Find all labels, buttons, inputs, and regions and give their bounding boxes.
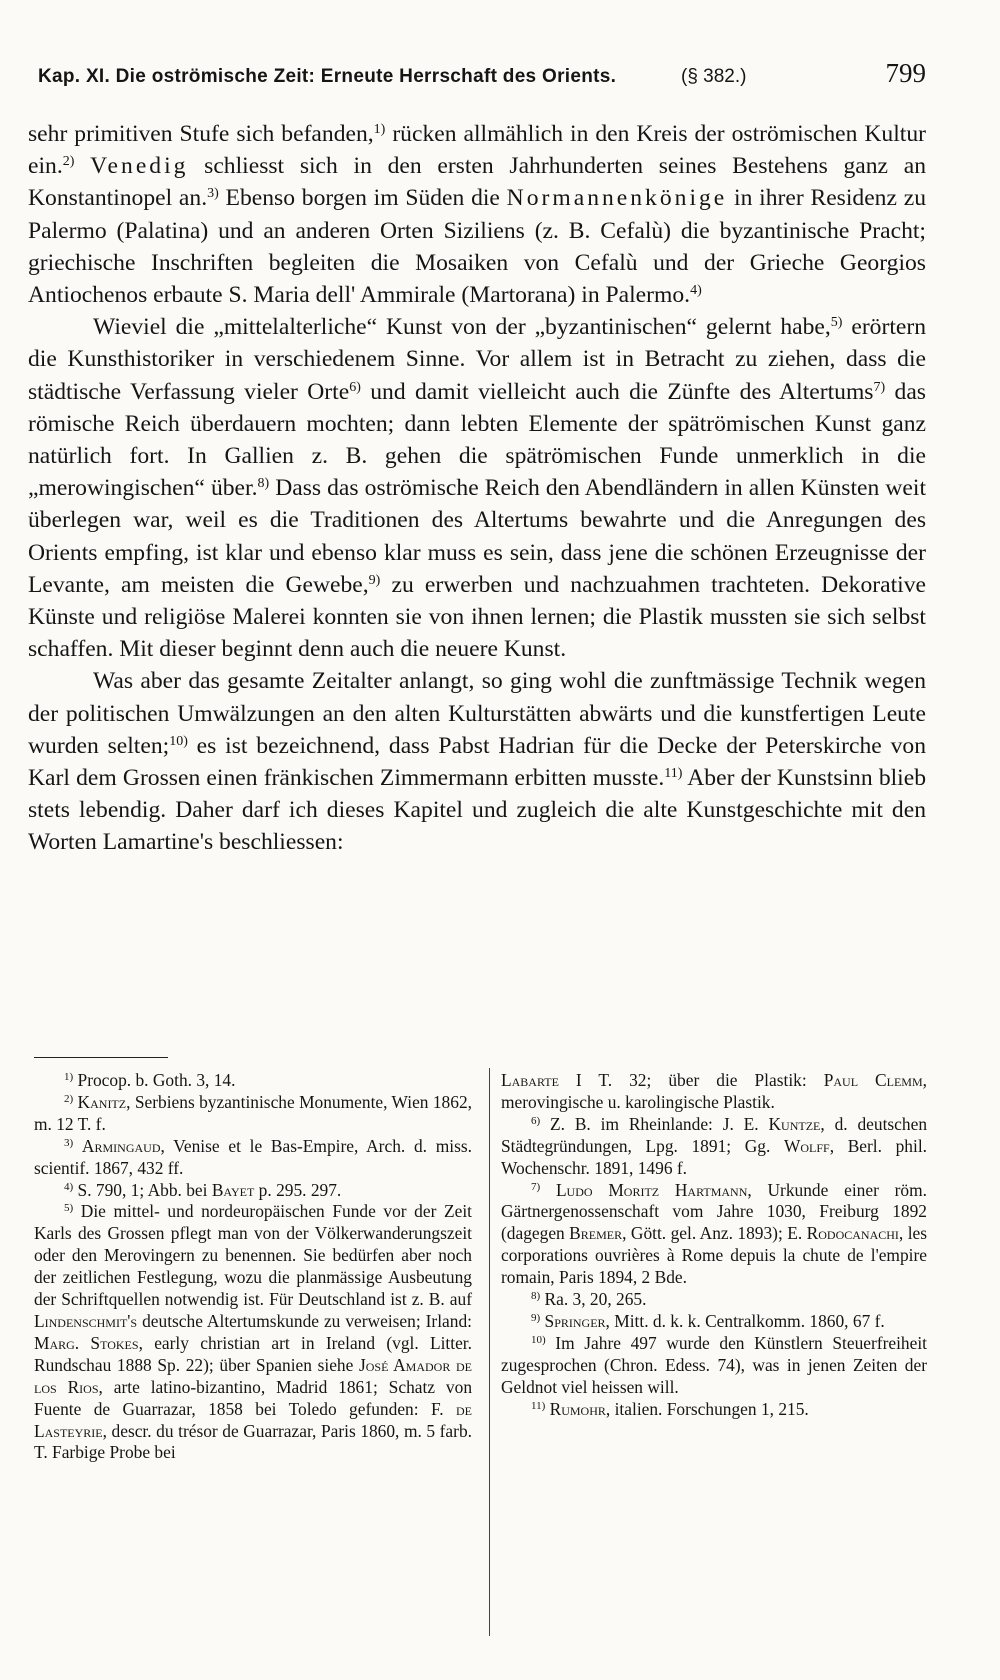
footnote-5 bbox=[34, 1201, 472, 1464]
footnote-mark: 10) bbox=[531, 1333, 546, 1346]
footnote-mark: 8) bbox=[531, 1290, 541, 1303]
footnote-text: , les corporations ouvrières à Rome depuis la chute de l'empire romain, Paris 1894, 2 Bde. bbox=[501, 1223, 928, 1288]
text-run: Ebenso borgen im Süden die bbox=[218, 185, 507, 212]
footnote-text: Die mittel- und nordeuropäischen Funde vor der Zeit Karls des Grossen pflegt man von der Völkerwanderungszeit oder den Merovingern zu benennen. Sie bedürfen aber noch der zeitlichen Festlegung, wozu die planmässige Ausbeutung der Schriftquellen notwendig ist. Für Deutschland ist z. B. auf bbox=[34, 1201, 472, 1310]
text-run: Was aber das gesamte Zeitalter anlangt, so ging wohl die zunftmässige Technik wegen der politischen Umwälzungen an den alten Kulturstätten abwärts und die kunstfertigen Leute wurden selten; bbox=[28, 668, 926, 759]
text-run bbox=[74, 153, 90, 179]
footnote-ref-8[interactable]: 8) bbox=[257, 476, 270, 492]
footnote-mark: 1) bbox=[64, 1071, 74, 1083]
footnote-text: , early christian art in Ireland (vgl. Litter. Rundschau 1888 Sp. 22); über Spanien siehe bbox=[34, 1332, 472, 1375]
footnote-text: , italien. Forschungen 1, 215. bbox=[605, 1398, 809, 1419]
text-run: das römische Reich überdauern mochten; dann lebten Elemente der spätrömischen Kunst ganz natürlich fort. In Gallien z. B. gehen die spätrömischen Funde unmerklich in die „merowingischen“ über. bbox=[28, 378, 926, 502]
footnotes-left-column bbox=[34, 1070, 472, 1464]
section-number: (§ 382.) bbox=[681, 66, 747, 87]
running-head-title: Kap. XI. Die oströmische Zeit: Erneute Herrschaft des Orients. bbox=[38, 66, 617, 87]
author-name: Kanitz bbox=[77, 1091, 127, 1112]
footnote-text: , Serbiens byzantinische Monumente, Wien 1862, m. 12 T. f. bbox=[34, 1091, 472, 1134]
author-name: Rodocanachi bbox=[806, 1223, 899, 1244]
footnote-mark: 11) bbox=[531, 1399, 546, 1412]
footnote-text: p. 295. 297. bbox=[254, 1179, 342, 1200]
footnote-text: , Gött. gel. Anz. 1893); E. bbox=[622, 1223, 807, 1244]
page-number: 799 bbox=[885, 58, 926, 88]
footnote-separator bbox=[34, 1057, 168, 1058]
footnote-text: , Berl. phil. Wochenschr. 1891, 1496 f. bbox=[501, 1135, 927, 1178]
text-run: zu erwerben und nachzuahmen trachteten. Dekorative Künste und religiöse Malerei konnten sie von ihnen lernen; die Plastik mussten sie sich selbst schaffen. Mit dieser beginnt denn auch die neuere Kunst. bbox=[28, 571, 926, 663]
footnote-ref-4[interactable]: 4) bbox=[690, 283, 702, 299]
footnote-ref-5[interactable]: 5) bbox=[830, 315, 843, 331]
text-run: Wieviel die „mittelalterliche“ Kunst von der „byzantinischen“ gelernt habe, bbox=[93, 314, 831, 341]
paragraph-3 bbox=[28, 665, 926, 858]
author-name: Ludo Moritz Hartmann bbox=[555, 1179, 748, 1200]
footnote-10 bbox=[501, 1333, 927, 1399]
text-run: Aber der Kunstsinn blieb stets lebendig. Daher darf ich dieses Kapitel und zugleich die alte Kunstgeschichte mit den Worten Lamartine's beschliessen: bbox=[28, 765, 926, 856]
text-run: und damit vielleicht auch die Zünfte des Altertums bbox=[360, 378, 874, 405]
text-run: Dass das oströmische Reich den Abendländern in allen Künsten weit überlegen war, weil es die Traditionen des Altertums bewahrte und die Anregungen des Orients empfing, ist klar und ebenso klar muss es sein, dass jene die schönen Erzeugnisse der Levante, am meisten die Gewebe, bbox=[28, 475, 926, 598]
footnote-mark: 3) bbox=[64, 1136, 74, 1149]
author-name: Springer bbox=[544, 1310, 606, 1331]
footnote-ref-1[interactable]: 1) bbox=[373, 122, 386, 137]
paragraph-2 bbox=[28, 311, 926, 665]
footnote-5-continued bbox=[501, 1070, 927, 1114]
footnote-text: Procop. b. Goth. 3, 14. bbox=[73, 1070, 236, 1090]
main-text bbox=[28, 118, 926, 859]
footnote-text: , merovingische u. karolingische Plastik. bbox=[501, 1070, 928, 1112]
footnote-text: , Urkunde einer röm. Gärtnergenossenschaft vom Jahre 1030, Freiburg 1892 (dagegen bbox=[501, 1179, 927, 1244]
emphasis-normannenkoenige: Normannenkönige bbox=[506, 185, 728, 212]
footnote-text: S. 790, 1; Abb. bei bbox=[73, 1179, 212, 1200]
footnote-ref-10[interactable]: 10) bbox=[169, 733, 188, 749]
author-name: de Lasteyrie bbox=[34, 1398, 472, 1441]
footnote-ref-9[interactable]: 9) bbox=[368, 572, 381, 588]
footnote-6 bbox=[501, 1114, 927, 1180]
footnote-ref-2[interactable]: 2) bbox=[62, 154, 75, 170]
footnote-text: Ra. 3, 20, 265. bbox=[540, 1289, 647, 1310]
author-name: Wolff bbox=[783, 1135, 830, 1156]
author-name: Kuntze bbox=[768, 1113, 821, 1134]
footnote-ref-6[interactable]: 6) bbox=[349, 379, 361, 395]
author-name: Rumohr bbox=[549, 1398, 606, 1419]
text-run: sehr primitiven Stufe sich befanden, bbox=[28, 121, 374, 147]
footnotes-right-column bbox=[501, 1070, 927, 1421]
footnote-text: , descr. du trésor de Guarrazar, Paris 1860, m. 5 farb. T. Farbige Probe bei bbox=[34, 1420, 472, 1463]
footnote-ref-11[interactable]: 11) bbox=[664, 766, 683, 782]
running-head bbox=[38, 56, 926, 92]
footnote-2 bbox=[34, 1092, 472, 1136]
footnote-text: Z. B. im Rheinlande: J. E. bbox=[540, 1113, 769, 1134]
paragraph-1 bbox=[28, 118, 926, 311]
footnote-3 bbox=[34, 1136, 472, 1180]
footnote-ref-7[interactable]: 7) bbox=[873, 379, 886, 395]
footnote-text: , d. deutschen Städtegründungen, Lpg. 1891; Gg. bbox=[501, 1113, 928, 1156]
footnote-text: Im Jahre 497 wurde den Künstlern Steuerfreiheit zugesprochen (Chron. Edess. 74), was in jenen Zeiten der Geldnot viel heissen will. bbox=[501, 1332, 927, 1397]
footnote-text: deutsche Altertumskunde zu verweisen; Irland: bbox=[137, 1310, 472, 1331]
footnote-11 bbox=[501, 1399, 927, 1421]
footnote-column-divider bbox=[489, 1068, 490, 1636]
footnote-text: , Mitt. d. k. k. Centralkomm. 1860, 67 f. bbox=[605, 1310, 885, 1331]
author-name: Lindenschmit's bbox=[34, 1310, 138, 1331]
text-run: schliesst sich in den ersten Jahrhunderten seines Bestehens ganz an Konstantinopel an. bbox=[28, 153, 926, 212]
footnote-7 bbox=[501, 1180, 927, 1290]
footnote-text: , arte latino-bizantino, Madrid 1861; Schatz von Fuente de Guarrazar, 1858 bei Toledo gefunden: F. bbox=[34, 1376, 473, 1419]
author-name: José Amador de los Rios bbox=[34, 1354, 473, 1397]
text-run: es ist bezeichnend, dass Pabst Hadrian für die Decke der Peterskirche von Karl dem Grossen einen fränkischen Zimmermann erbitten musste. bbox=[28, 732, 926, 792]
footnote-4 bbox=[34, 1180, 472, 1202]
footnote-mark: 9) bbox=[531, 1311, 541, 1324]
footnote-text bbox=[540, 1180, 556, 1200]
footnote-text: I T. 32; über die Plastik: bbox=[558, 1070, 824, 1090]
footnote-mark: 7) bbox=[531, 1180, 541, 1193]
emphasis-venedig: Venedig bbox=[90, 153, 189, 180]
footnote-1 bbox=[34, 1070, 472, 1092]
author-name: Marg. Stokes bbox=[34, 1332, 139, 1353]
footnote-9 bbox=[501, 1311, 927, 1333]
text-run: rücken allmählich in den Kreis der oströmischen Kultur ein. bbox=[28, 121, 926, 180]
footnote-text: , Venise et le Bas-Empire, Arch. d. miss. scientif. 1867, 432 ff. bbox=[34, 1135, 472, 1178]
footnote-mark: 2) bbox=[64, 1092, 74, 1105]
footnote-ref-3[interactable]: 3) bbox=[207, 186, 219, 202]
author-name: Paul Clemm bbox=[823, 1070, 923, 1090]
text-run: in ihrer Residenz zu Palermo (Palatina) und an anderen Orten Siziliens (z. B. Cefalù) die byzantinische Pracht; griechische Inschriften begleiten die Mosaiken von Cefalù und der Grieche Georgios Antiochenos erbaute S. Maria dell' Ammirale (Martorana) in Palermo. bbox=[28, 185, 926, 309]
author-name: Armingaud bbox=[81, 1135, 161, 1156]
footnote-mark: 4) bbox=[64, 1180, 74, 1193]
footnote-mark: 6) bbox=[531, 1114, 541, 1127]
author-name: Bayet bbox=[211, 1179, 255, 1200]
footnote-8 bbox=[501, 1289, 927, 1311]
author-name: Labarte bbox=[501, 1070, 559, 1090]
author-name: Bremer bbox=[569, 1223, 623, 1244]
footnote-mark: 5) bbox=[64, 1202, 74, 1215]
text-run: erörtern die Kunsthistoriker in verschiedenem Sinne. Vor allem ist in Betracht zu ziehen, dass die städtische Verfassung vieler Orte bbox=[28, 314, 927, 405]
